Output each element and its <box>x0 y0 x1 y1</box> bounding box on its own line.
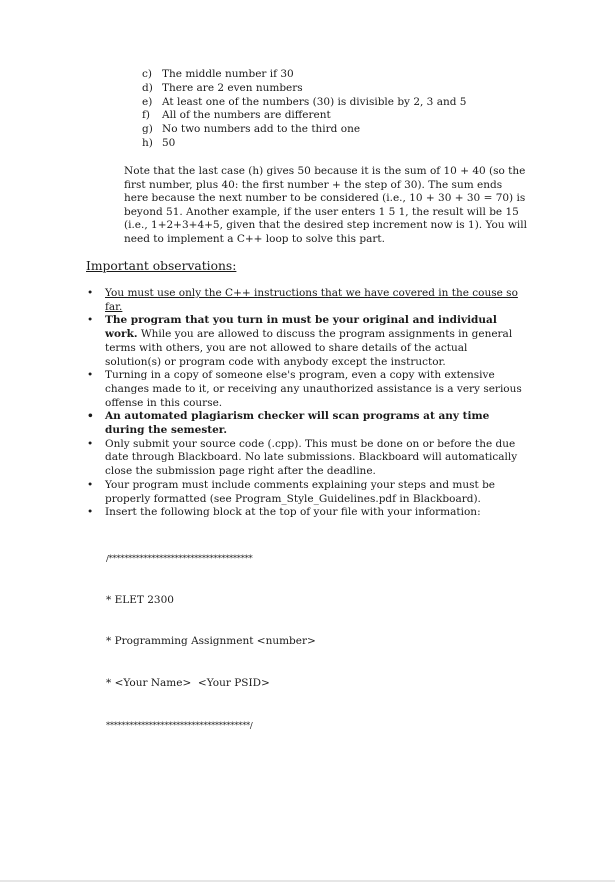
code-line: * Programming Assignment <number> <box>106 635 316 648</box>
list-item <box>142 137 522 151</box>
list-item-label: f) <box>142 109 150 122</box>
bullet-icon: • <box>87 287 94 299</box>
note-paragraph: Note that the last case (h) gives 50 because it is the sum of 10 + 40 (so the first number, plus 40: the first number + the step of 30). The sum ends here because the next number to be considered (i.e., 10 + 30 + 30 = 70) is beyond 51. Another example, if the user enters 1 5 1, the result will be 15 (i.e., 1+2+3+4+5, given that the desired step increment now is 1). You will need to implement a C++ loop to solve this part. <box>124 165 527 245</box>
list-item <box>142 123 522 137</box>
list-item-text: At least one of the numbers (30) is divisible by 2, 3 and 5 <box>162 95 467 108</box>
list-item-label: h) <box>142 136 153 149</box>
code-line: *************************************/ <box>106 719 253 730</box>
bullet-icon: • <box>87 369 94 382</box>
header-comment-block <box>106 524 406 760</box>
code-line: /************************************* <box>106 552 253 563</box>
bullet-icon: • <box>87 437 94 450</box>
bullet-item <box>86 479 526 506</box>
list-item-label: c) <box>142 68 152 80</box>
list-item-label: d) <box>142 81 153 94</box>
bullet-item <box>86 506 526 520</box>
bullet-item <box>86 369 526 410</box>
observations-list <box>86 287 526 520</box>
bullet-icon: • <box>87 314 94 327</box>
section-heading: Important observations: <box>86 259 237 273</box>
list-item <box>142 109 522 123</box>
list-item <box>142 68 522 82</box>
code-line: * ELET 2300 <box>106 593 174 606</box>
bullet-item <box>86 314 526 369</box>
lettered-list <box>142 68 522 151</box>
list-item <box>142 96 522 110</box>
bullet-text: Insert the following block at the top of your file with your information: <box>105 506 481 519</box>
list-item-text: The middle number if 30 <box>162 68 294 80</box>
list-item-text: 50 <box>162 136 176 149</box>
list-item-text: There are 2 even numbers <box>162 81 303 94</box>
list-item-label: g) <box>142 123 153 136</box>
bullet-text: Your program must include comments explaining your steps and must be properly formatted (see Program_Style_Guidelines.pdf in Blackboard). <box>105 478 496 505</box>
bullet-icon: • <box>87 506 94 519</box>
bullet-icon: • <box>87 410 94 423</box>
list-item <box>142 82 522 96</box>
bullet-text: Turning in a copy of someone else's program, even a copy with extensive changes made to it, or receiving any unauthorized assistance is a very serious offense in this course. <box>105 369 522 409</box>
bullet-icon: • <box>87 478 94 491</box>
bullet-text: An automated plagiarism checker will scan programs at any time during the semester. <box>105 410 490 437</box>
bullet-item <box>86 438 526 479</box>
list-item-text: No two numbers add to the third one <box>162 123 361 136</box>
bullet-text: You must use only the C++ instructions that we have covered in the couse so far. <box>105 287 518 313</box>
list-item-text: All of the numbers are different <box>162 109 331 122</box>
bullet-item <box>86 287 526 314</box>
bullet-text: Only submit your source code (.cpp). This must be done on or before the due date through Blackboard. No late submissions. Blackboard will automatically close the submission page right after the deadline. <box>105 437 518 478</box>
list-item-label: e) <box>142 95 153 108</box>
bullet-bold-text: The program that you turn in must be your original and individual work. <box>105 314 497 341</box>
code-line: * <Your Name> <Your PSID> <box>106 676 270 689</box>
bullet-text: While you are allowed to discuss the program assignments in general terms with others, you are not allowed to share details of the actual solution(s) or program code with anybody except the instructor. <box>105 328 513 368</box>
bullet-item <box>86 410 526 437</box>
